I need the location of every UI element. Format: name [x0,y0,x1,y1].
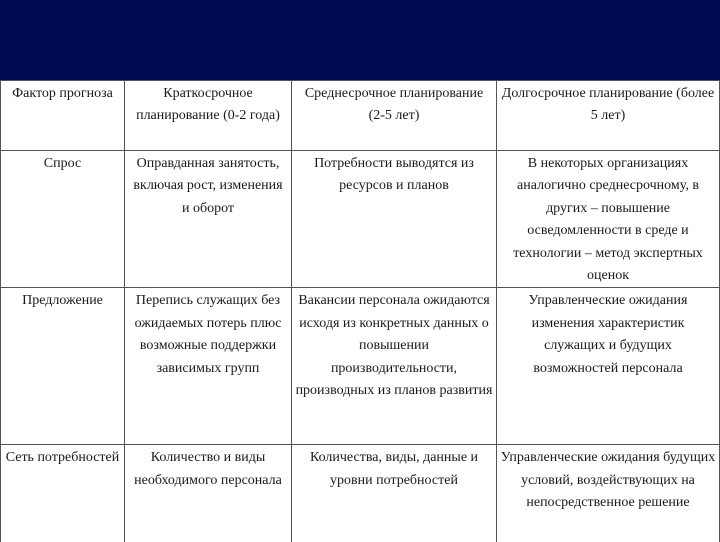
cell-text: Количества, виды, данные и уровни потребностей [309,450,479,488]
header-cell-long-term [497,81,720,151]
header-long-term-text: Долгосрочное планирование (более 5 лет) [501,86,715,124]
header-factor-text: Фактор прогноза [12,86,113,101]
cell-text: Оправданная занятость, включая рост, изменения и оборот [133,156,283,216]
row-label-net-needs: Сеть потребностей [5,450,120,466]
cell-text: Управленческие ожидания будущих условий, воздействующих на непосредственное решение [500,450,716,511]
table-row [1,445,720,542]
table-cell [292,288,497,445]
table-cell [125,288,292,445]
row-label-cell [1,445,125,542]
table-cell [125,151,292,288]
table-cell [497,151,720,288]
planning-forecast-table [0,80,720,542]
planning-table-container [0,80,720,540]
table-header-row [1,81,720,151]
row-label-cell [1,151,125,288]
slide-title-band [0,0,720,80]
cell-text: Потребности выводятся из ресурсов и планов [314,156,474,194]
cell-text: Количество и виды необходимого персонала [134,450,282,488]
row-label-supply: Предложение [22,293,103,309]
header-cell-mid-term [292,81,497,151]
table-cell [292,445,497,542]
header-mid-term-text: Среднесрочное планирование (2-5 лет) [304,86,484,124]
cell-text: В некоторых организациях аналогично среднесрочному, в других – повышение осведомленности в среде и технологии – метод экспертных оценок [513,156,703,284]
table-row [1,288,720,445]
table-cell [497,445,720,542]
header-short-term-text: Краткосрочное планирование (0-2 года) [136,86,280,124]
table-row [1,151,720,288]
cell-text: Вакансии персонала ожидаются исходя из конкретных данных о повышении производительности, производных из планов развития [295,293,493,399]
table-cell [497,288,720,445]
table-cell [292,151,497,288]
cell-text: Перепись служащих без ожидаемых потерь плюс возможные поддержки зависимых групп [134,293,282,376]
header-cell-short-term [125,81,292,151]
table-cell [125,445,292,542]
header-cell-factor [1,81,125,151]
row-label-demand: Спрос [43,156,82,171]
cell-text: Управленческие ожидания изменения характеристик служащих и будущих возможностей персонала [528,293,688,376]
row-label-cell [1,288,125,445]
